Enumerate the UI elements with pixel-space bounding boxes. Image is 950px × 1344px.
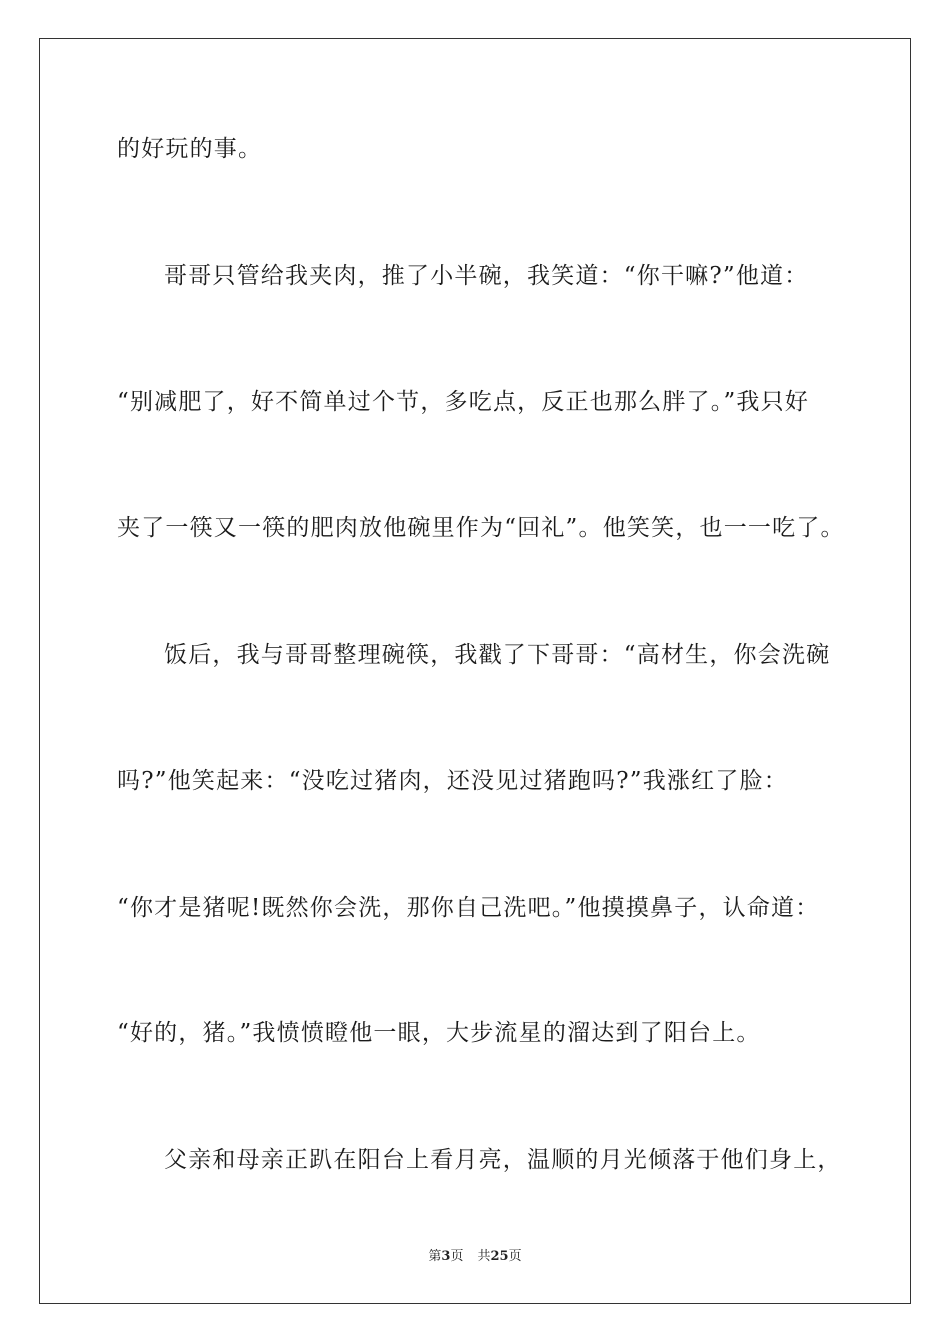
paragraph-line: 夹了一筷又一筷的肥肉放他碗里作为“回礼”。他笑笑，也一一吃了。 — [117, 515, 845, 541]
page-border — [39, 38, 911, 1304]
paragraph-line: “好的，猪。”我愤愤瞪他一眼，大步流星的溜达到了阳台上。 — [117, 1020, 761, 1046]
total-pages: 25 — [490, 1249, 509, 1264]
page-prefix: 第 — [428, 1249, 442, 1264]
page-suffix: 页 — [450, 1249, 464, 1264]
paragraph-line: 的好玩的事。 — [117, 136, 263, 162]
paragraph-line: 父亲和母亲正趴在阳台上看月亮，温顺的月光倾落于他们身上， — [164, 1147, 842, 1173]
total-prefix: 共 — [477, 1249, 491, 1264]
paragraph-line: “你才是猪呢!既然你会洗，那你自己洗吧。”他摸摸鼻子，认命道： — [117, 895, 820, 921]
paragraph-line: “别减肥了，好不简单过个节，多吃点，反正也那么胖了。”我只好 — [117, 389, 810, 415]
total-suffix: 页 — [508, 1249, 522, 1264]
page-number: 3 — [441, 1249, 451, 1264]
paragraph-line: 哥哥只管给我夹肉，推了小半碗，我笑道：“你干嘛?”他道： — [164, 263, 809, 289]
page-footer — [0, 1248, 950, 1266]
paragraph-line: 饭后，我与哥哥整理碗筷，我戳了下哥哥：“高材生，你会洗碗 — [164, 642, 831, 668]
paragraph-line: 吗?”他笑起来：“没吃过猪肉，还没见过猪跑吗?”我涨红了脸： — [117, 768, 788, 794]
